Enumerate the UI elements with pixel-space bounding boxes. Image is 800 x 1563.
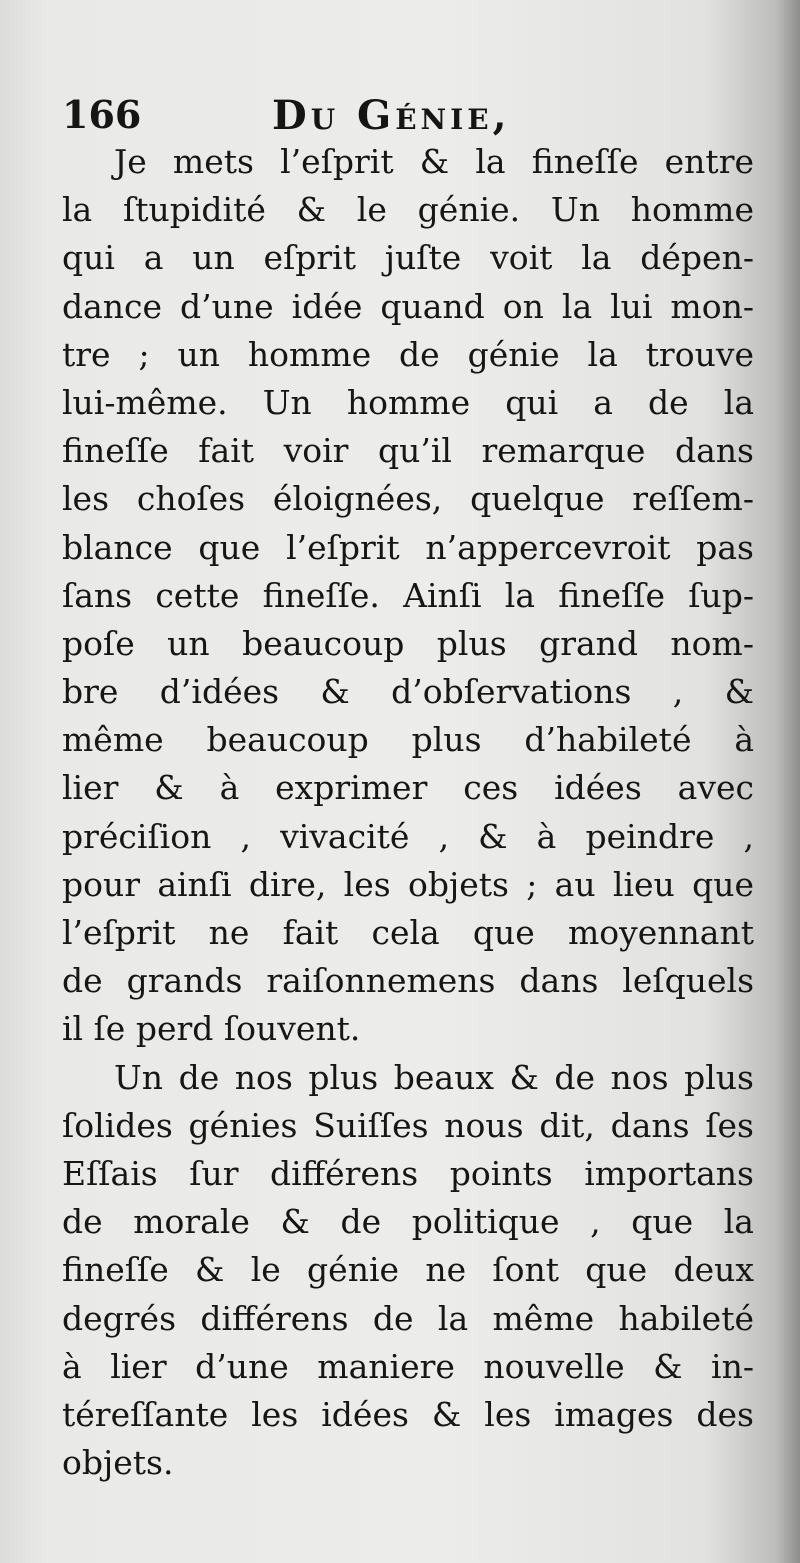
text-line: poſe un beaucoup plus grand nom- <box>62 623 754 663</box>
text-line: téreſſante les idées & les images des <box>62 1394 754 1434</box>
text-line: préciſion , vivacité , & à peindre , <box>62 816 754 856</box>
text-line: de grands raiſonnemens dans leſquels <box>62 961 754 1001</box>
text-line: lier & à exprimer ces idées avec <box>62 768 754 808</box>
text-line: tre ; un homme de génie la trouve <box>62 334 754 374</box>
text-line: fineſſe & le génie ne ſont que deux <box>62 1250 754 1290</box>
text-line: même beaucoup plus d’habileté à <box>62 720 754 760</box>
paragraph-1 <box>62 138 754 1054</box>
text-line: la ſtupidité & le génie. Un homme <box>62 190 754 230</box>
text-line: qui a un eſprit juſte voit la dépen- <box>62 238 754 278</box>
text-line: Un de nos plus beaux & de nos plus <box>114 1057 754 1097</box>
page-number: 166 <box>62 92 142 137</box>
body-text <box>62 138 754 1487</box>
text-line: les choſes éloignées, quelque reſſem- <box>62 479 754 519</box>
text-line: à lier d’une maniere nouvelle & in- <box>62 1346 754 1386</box>
text-line: dance d’une idée quand on la lui mon- <box>62 286 754 326</box>
text-line: l’eſprit ne fait cela que moyennant <box>62 913 754 952</box>
text-line: de morale & de politique , que la <box>62 1202 754 1242</box>
text-line: lui-même. Un homme qui a de la <box>62 382 754 422</box>
text-line: Je mets l’eſprit & la fineſſe entre <box>114 142 754 181</box>
text-line: objets. <box>62 1443 174 1483</box>
paragraph-2 <box>62 1054 754 1488</box>
text-line: fineſſe fait voir qu’il remarque dans <box>62 431 754 471</box>
running-head: Du Génie, <box>272 92 511 139</box>
text-line: degrés différens de la même habileté <box>62 1298 754 1338</box>
text-line: pour ainſi dire, les objets ; au lieu que <box>62 864 754 904</box>
text-line: blance que l’eſprit n’appercevroit pas <box>62 527 754 567</box>
text-line: ſolides génies Suiſſes nous dit, dans ſes <box>62 1105 754 1145</box>
text-line: bre d’idées & d’obſervations , & <box>62 672 754 712</box>
text-line: il ſe perd ſouvent. <box>62 1009 361 1049</box>
text-line: ſans cette fineſſe. Ainſi la fineſſe ſup- <box>62 575 754 615</box>
text-line: Eſſais ſur différens points importans <box>62 1153 754 1193</box>
